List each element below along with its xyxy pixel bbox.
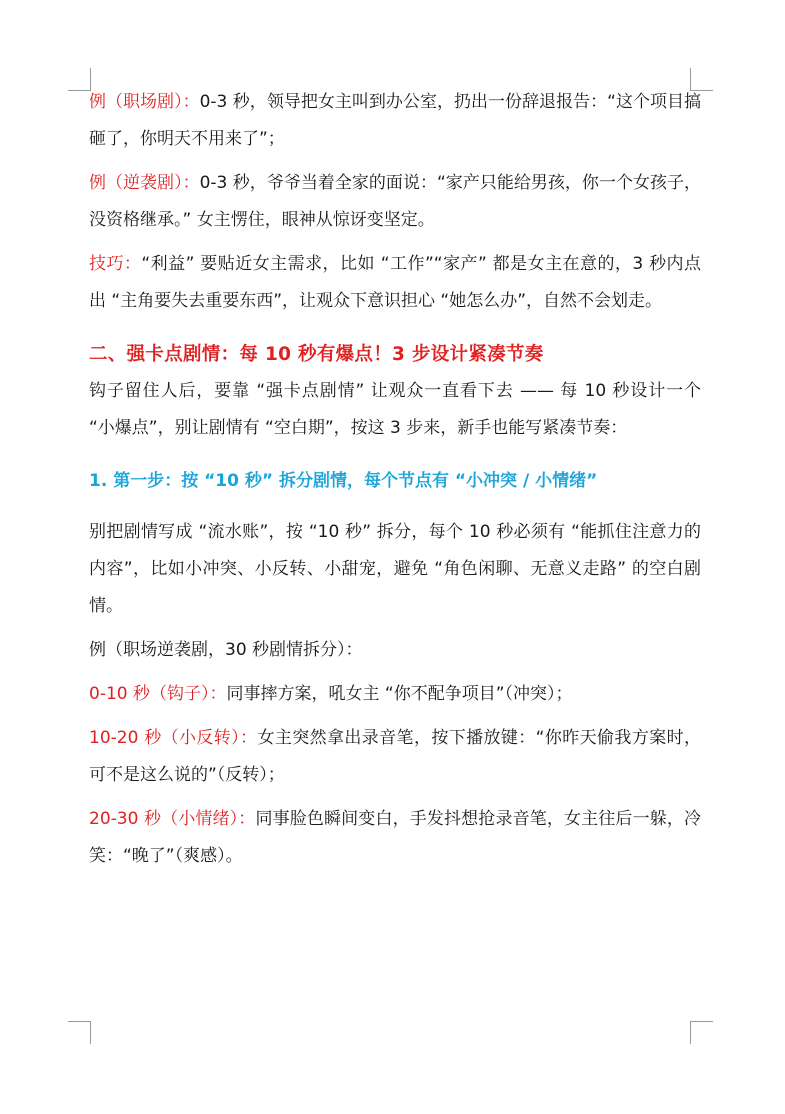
example-workplace-text: 0-3 秒，领导把女主叫到办公室，扔出一份辞退报告：“这个项目搞砸了，你明天不用来了”； [89, 92, 701, 149]
segment-0-10-label: 0-10 秒（钩子）： [89, 684, 227, 704]
segment-20-30 [89, 801, 701, 875]
example-comeback-text: 0-3 秒，爷爷当着全家的面说：“家产只能给男孩，你一个女孩子，没资格继承。” 女主愣住，眼神从惊讶变坚定。 [89, 173, 701, 230]
step1-body: 别把剧情写成 “流水账”，按 “10 秒” 拆分，每个 10 秒必须有 “能抓住注意力的内容”，比如小冲突、小反转、小甜宠，避免 “角色闲聊、无意义走路” 的空白剧情。 [89, 522, 701, 616]
tip-label: 技巧： [89, 254, 142, 274]
segment-10-20-text: 女主突然拿出录音笔，按下播放键：“你昨天偷我方案时，可不是这么说的”（反转）； [89, 728, 701, 785]
page-corner-bottom-left [68, 1021, 91, 1044]
example-workplace-paragraph [89, 84, 701, 158]
example-comeback-label: 例（逆袭剧）： [89, 173, 200, 193]
example-comeback-paragraph [89, 165, 701, 239]
segment-20-30-text: 同事脸色瞬间变白，手发抖想抢录音笔，女主往后一躲，冷笑：“晚了”（爽感）。 [89, 809, 702, 866]
example-title: 例（职场逆袭剧，30 秒剧情拆分）： [89, 640, 363, 660]
page-corner-bottom-right [690, 1021, 713, 1044]
tip-paragraph [89, 246, 701, 320]
example-workplace-label: 例（职场剧）： [89, 92, 200, 112]
segment-0-10-text: 同事摔方案，吼女主 “你不配争项目”（冲突）； [226, 684, 573, 704]
segment-0-10 [89, 676, 701, 713]
tip-text: “利益” 要贴近女主需求，比如 “工作”“家产” 都是女主在意的，3 秒内点出 “主角要失去重要东西”，让观众下意识担心 “她怎么办”，自然不会划走。 [89, 254, 702, 311]
section-heading: 二、强卡点剧情：每 10 秒有爆点！3 步设计紧凑节奏 [89, 344, 544, 365]
section-intro: 钩子留住人后，要靠 “强卡点剧情” 让观众一直看下去 —— 每 10 秒设计一个 “小爆点”，别让剧情有 “空白期”，按这 3 步来，新手也能写紧凑节奏： [89, 381, 701, 438]
segment-10-20-label: 10-20 秒（小反转）： [89, 728, 258, 748]
segment-20-30-label: 20-30 秒（小情绪）： [89, 809, 256, 829]
step1-heading: 1. 第一步：按 “10 秒” 拆分剧情，每个节点有 “小冲突 / 小情绪” [89, 471, 598, 491]
segment-10-20 [89, 720, 701, 794]
document-body [89, 84, 701, 875]
page-corner-top-left [68, 68, 91, 91]
